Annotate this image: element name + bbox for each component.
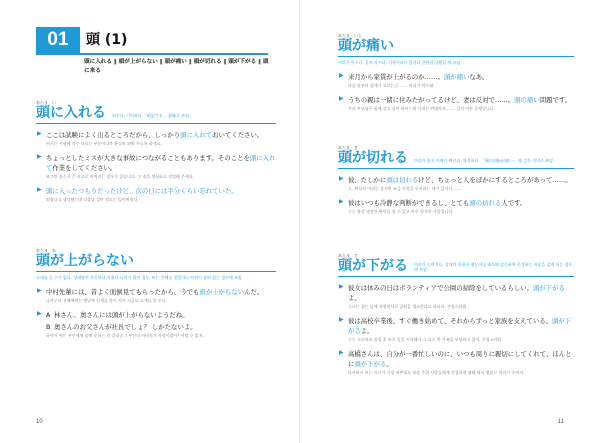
headword-furigana: あたま き <box>338 145 358 150</box>
section-divider <box>338 276 574 277</box>
arrow-icon: ▶ <box>339 283 344 290</box>
section-divider <box>338 56 574 57</box>
example-sentence <box>338 283 574 310</box>
headword: 頭に入れる <box>36 105 106 121</box>
example-sentence <box>36 287 276 304</box>
example-japanese: うちの親は一緒に住みたがってるけど、妻は反対で……。頭の痛い問題です。 <box>348 96 572 104</box>
example-translation: 여기는 시험에 자주 나오는 부분이니까 확실히 외워 두도록 하세요. <box>46 141 162 146</box>
arrow-icon: ▶ <box>37 310 42 317</box>
headword-description: 머리가 아프다. 골치 아프다. 걱정거리가 있거나 곤란한 상황일 때 쓰임 <box>338 60 461 65</box>
section-divider <box>338 168 574 169</box>
example-japanese: 彼は高校卒業後、すぐ働き始めて、それからずっと家族を支えている。頭が下がるよ。 <box>348 317 572 335</box>
page-number: 11 <box>557 419 564 425</box>
section-atama-ni-ireru <box>36 100 276 203</box>
arrow-icon: ▶ <box>339 72 344 79</box>
dialogue-line: B 奥さんのお父さんが社長でしょ？ しかたないよ。 <box>46 323 197 331</box>
headword-furigana: あたま あ <box>36 248 56 253</box>
arrow-icon: ▶ <box>37 130 42 137</box>
example-translation: 외웠다고 생각했는데 다음날 절반 정도는 잊어버렸다. <box>46 197 139 202</box>
section-divider <box>36 271 276 272</box>
example-dialogue <box>36 310 276 339</box>
example-japanese: ここは試験によく出るところだから、しっかり頭に入れておいてください。 <box>46 131 264 139</box>
chapter-divider <box>36 53 268 55</box>
example-translation: 그, 확실히 머리는 좋지만 조금 사람을 무시하는 데가 있어서……. <box>348 186 462 191</box>
example-japanese: 彼、たしかに頭は切れるけど、ちょっと人をばかにするところがあって……。 <box>348 176 572 184</box>
section-atama-ga-kireru <box>338 145 574 215</box>
section-divider <box>36 123 276 124</box>
speaker-label: B <box>46 323 51 331</box>
section-atama-ga-itai <box>338 33 574 112</box>
right-page <box>300 0 600 443</box>
example-translation: 다음 달부터 집세가 오르는군……. 머리가 아프네. <box>348 83 435 88</box>
headword: 頭が切れる <box>338 150 408 166</box>
example-japanese: ちょっとしたミスが大きな事故につながることもあります。そのことを頭に入れて作業をしてください。 <box>46 154 276 172</box>
example-sentence <box>338 316 574 343</box>
example-sentence <box>338 349 574 376</box>
example-japanese: 頭に入ったつもりだったけど、次の日には半分くらい忘れていた。 <box>46 187 238 195</box>
chapter-header <box>36 27 268 75</box>
headword-description: 외우다, 기억하다 「暗記する」 意味로 쓰임 <box>112 113 189 118</box>
example-translation: 그는 항상 냉정한 판단을 할 수 있고 아주 명석한 사람입니다. <box>348 209 454 214</box>
example-sentence <box>338 175 574 192</box>
headword-description: 고개를 들 수가 없다. 상대방이 자신보다 지위나 나이가 위인 경우, 또는 은혜를 입었거나 약점이 잡혀 있는 경우에 쓰임 <box>36 275 242 280</box>
headword-description: 머리가 숙여지다. 상대의 훌륭한 행동이나 태도에 감동하여 존경하는 마음을 갖게 되는 경우에 쓰임 <box>414 262 573 272</box>
arrow-icon: ▶ <box>37 186 42 193</box>
headword: 頭が上がらない <box>36 253 134 269</box>
example-sentence <box>338 72 574 89</box>
headword-furigana: あたま さ <box>338 253 358 258</box>
headword-furigana: あたま いた <box>338 33 362 38</box>
headword-description: 머리가 좋고 이해가 빠르다. 명석하다. 「頭の回転が速い」 와 같은 의미로 쓰임 <box>414 158 553 163</box>
speaker-label: A <box>46 311 51 319</box>
arrow-icon: ▶ <box>339 175 344 182</box>
page-number: 10 <box>36 419 43 425</box>
example-japanese: 中村先輩には、昔よく面倒見てもらったから、今でも頭が上がらないんだ。 <box>46 288 264 296</box>
example-translation: 그는 고등학교 졸업 후 바로 일을 시작해서 그 뒤로 쭉 가족을 부양하고 있어. 존경스러워. <box>348 337 503 342</box>
example-sentence <box>338 198 574 215</box>
headword-furigana: あたま い <box>36 100 56 105</box>
arrow-icon: ▶ <box>339 349 344 356</box>
chapter-number: 01 <box>36 27 80 53</box>
arrow-icon: ▶ <box>339 316 344 323</box>
example-sentence <box>36 130 276 147</box>
arrow-icon: ▶ <box>37 153 42 160</box>
example-sentence <box>36 153 276 180</box>
example-translation: 하야시 씨는 부인에게 꼼짝 못하는 것 같더군. / 부인의 아버지가 사장이잖아? 어쩔 수 없지. <box>46 333 204 338</box>
chapter-title: 頭 (1) <box>86 32 128 48</box>
example-sentence <box>338 95 574 112</box>
dialogue-line: A 林さん、奥さんには頭が上がらないようだね。 <box>46 311 189 319</box>
example-translation: 다카하시 씨는 자기가 가장 바쁜데도 항상 주위 사람들에게 친절하게 대해 줘서 정말로 머리가 숙여져. <box>348 370 525 375</box>
section-atama-ga-agaranai <box>36 248 276 339</box>
arrow-icon: ▶ <box>339 198 344 205</box>
example-sentence <box>36 186 276 203</box>
example-translation: 우리 부모님은 함께 살고 싶어 하시는데 아내는 반대라서……. 골치 아픈 문제입니다. <box>348 106 495 111</box>
example-translation: 그녀는 쉬는 날에 자원봉사로 공원을 청소한다고 하더라. 존경스러워. <box>348 304 468 309</box>
arrow-icon: ▶ <box>339 95 344 102</box>
example-translation: 나카무라 선배에게는 옛날에 신세를 많이 져서 지금도 고개를 못 든다. <box>46 298 167 303</box>
headword: 頭が下がる <box>338 258 408 274</box>
example-japanese: 高橋さんは、自分が一番忙しいのに、いつも周りに親切にしてくれて、ほんとに頭が下がる。 <box>348 350 572 368</box>
arrow-icon: ▶ <box>37 287 42 294</box>
chapter-subtitle: 頭に入れる ‖ 頭が上がらない ‖ 頭が痛い ‖ 頭が切れる ‖ 頭が下がる ‖ 頭に来る <box>84 59 269 74</box>
example-japanese: 彼はいつも冷静な判断ができるし、とても頭の切れる人です。 <box>348 199 527 207</box>
example-japanese: 彼女は休みの日はボランティアで公園の掃除をしているらしい。頭が下がるよ。 <box>348 284 565 302</box>
section-atama-ga-sagaru <box>338 253 574 376</box>
example-translation: 조그만 실수가 큰 사고로 이어지는 경우가 있습니다. 그 점을 명심하고 작업해 주세요. <box>46 174 194 179</box>
headword: 頭が痛い <box>338 38 394 54</box>
example-japanese: 来月から家賃が上がるのか……。頭が痛いなあ。 <box>348 73 489 81</box>
